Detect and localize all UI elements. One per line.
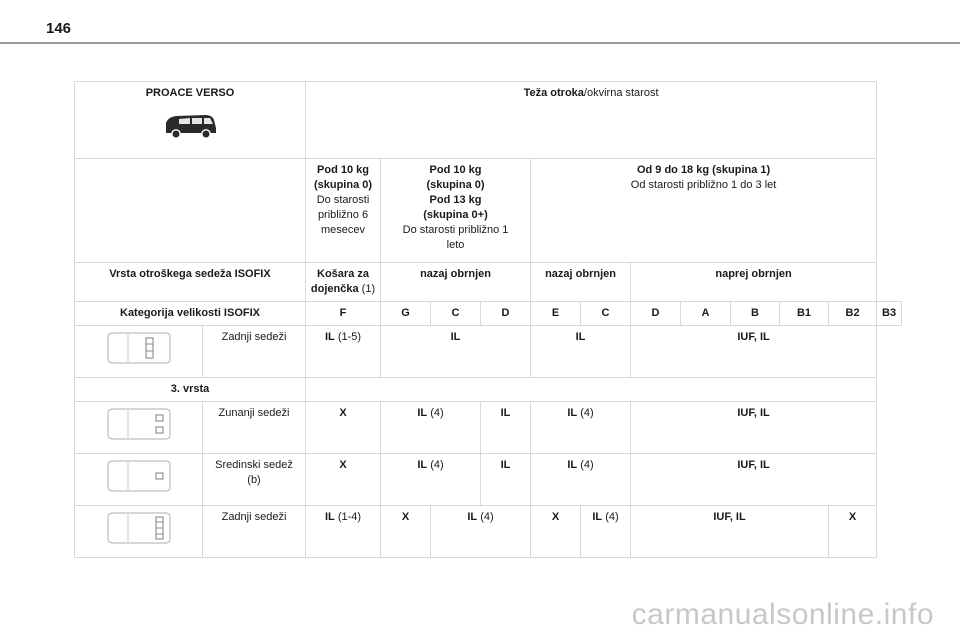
car-icon-cell <box>75 454 203 506</box>
table-row <box>75 454 902 506</box>
table-cell: IUF, IL <box>631 402 877 454</box>
table-cell: IL (4) <box>581 506 631 558</box>
table-cell: IL (4) <box>431 506 531 558</box>
group-empty-cell <box>75 159 306 263</box>
size-class-row <box>75 302 902 326</box>
table-cell: X <box>306 454 381 506</box>
watermark: carmanualsonline.info <box>631 598 934 631</box>
car-icon-cell <box>75 506 203 558</box>
table-cell: IL (1-4) <box>306 506 381 558</box>
table-cell: X <box>829 506 877 558</box>
size-class-cell: C <box>581 302 631 326</box>
table-cell: X <box>381 506 431 558</box>
size-class-cell: B2 <box>829 302 877 326</box>
seat-type-label: Vrsta otroškega sedeža ISOFIX <box>75 263 306 302</box>
table-row <box>75 326 902 378</box>
table-cell: IUF, IL <box>631 506 829 558</box>
seat-type-carrycot: Košara za dojenčka (1) <box>306 263 381 302</box>
size-class-cell: F <box>306 302 381 326</box>
table-cell: IUF, IL <box>631 326 877 378</box>
table-cell: IL <box>481 454 531 506</box>
table-cell: IL (1-5) <box>306 326 381 378</box>
size-class-cell: D <box>481 302 531 326</box>
table-row <box>75 506 902 558</box>
size-class-cell: D <box>631 302 681 326</box>
size-class-label: Kategorija velikosti ISOFIX <box>75 302 306 326</box>
table-cell <box>306 378 877 402</box>
row-label: Zadnji sedeži <box>203 326 306 378</box>
table-cell: IL (4) <box>381 454 481 506</box>
car-top-rear-icon <box>104 511 174 545</box>
table-cell: IUF, IL <box>631 454 877 506</box>
top-rule <box>0 42 960 44</box>
size-class-cell: B <box>731 302 780 326</box>
table-cell: IL (4) <box>531 402 631 454</box>
table-cell: X <box>531 506 581 558</box>
size-class-cell: C <box>431 302 481 326</box>
car-top-row2-icon <box>104 331 174 365</box>
seat-type-rear-1: nazaj obrnjen <box>381 263 531 302</box>
van-side-icon <box>162 111 218 141</box>
car-top-outer-icon <box>104 407 174 441</box>
car-icon-cell <box>75 402 203 454</box>
seat-type-row <box>75 263 902 302</box>
car-icon-cell <box>75 326 203 378</box>
size-class-cell: G <box>381 302 431 326</box>
table-cell: IL <box>481 402 531 454</box>
group-row <box>75 159 902 263</box>
table-row <box>75 378 902 402</box>
car-top-center-icon <box>104 459 174 493</box>
section-label: 3. vrsta <box>75 378 306 402</box>
model-name: PROACE VERSO <box>145 87 235 99</box>
group-0-plus: Pod 10 kg (skupina 0) Pod 13 kg (skupina 0+) Do starosti približno 1 leto <box>381 159 531 263</box>
table-cell: IL <box>531 326 631 378</box>
size-class-cell: E <box>531 302 581 326</box>
table-header-row <box>75 82 902 159</box>
row-label: Sredinski sedež (b) <box>203 454 306 506</box>
table-row <box>75 402 902 454</box>
row-label: Zunanji sedeži <box>203 402 306 454</box>
row-label: Zadnji sedeži <box>203 506 306 558</box>
model-cell <box>75 82 306 159</box>
isofix-table <box>74 81 902 558</box>
weight-header: Teža otroka/okvirna starost <box>306 82 877 159</box>
seat-type-forward: naprej obrnjen <box>631 263 877 302</box>
table-cell: X <box>306 402 381 454</box>
size-class-cell: B1 <box>780 302 829 326</box>
table-cell: IL <box>381 326 531 378</box>
page-number: 146 <box>46 20 72 37</box>
size-class-cell: A <box>681 302 731 326</box>
group-0-carrycot: Pod 10 kg (skupina 0) Do starosti približno 6 mesecev <box>306 159 381 263</box>
table-cell: IL (4) <box>531 454 631 506</box>
seat-type-rear-2: nazaj obrnjen <box>531 263 631 302</box>
table-cell: IL (4) <box>381 402 481 454</box>
size-class-cell: B3 <box>877 302 902 326</box>
group-1: Od 9 do 18 kg (skupina 1) Od starosti približno 1 do 3 let <box>531 159 877 263</box>
